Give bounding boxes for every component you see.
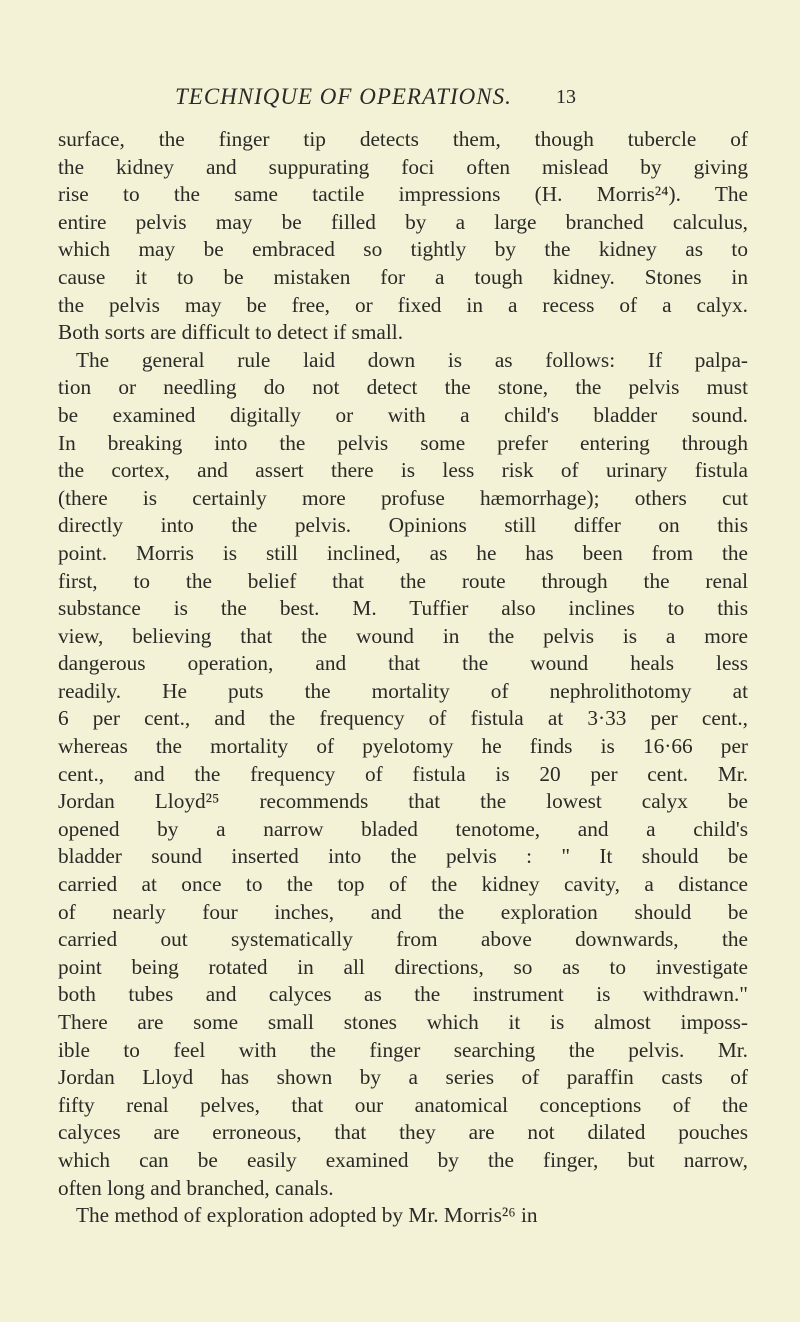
text-line: tion or needling do not detect the stone, the pelvis must [58,375,748,400]
text-line: There are some small stones which it is almost imposs- [58,1010,748,1034]
text-line: view, believing that the wound in the pelvis is a more [58,623,748,648]
text-line: the cortex, and assert there is less risk of urinary fistula [58,458,748,483]
running-head: TECHNIQUE OF OPERATIONS. [175,84,512,109]
text-line: whereas the mortality of pyelotomy he finds is 16·66 per [58,734,748,759]
text-line: entire pelvis may be filled by a large branched calculus, [58,209,748,234]
text-line: bladder sound inserted into the pelvis : " It should be [58,844,748,869]
text-line: rise to the same tactile impressions (H. Morris²⁴). The [58,182,748,207]
text-line: the pelvis may be free, or fixed in a recess of a calyx. [58,292,748,317]
text-line: often long and branched, canals. [58,1175,334,1200]
text-line: Jordan Lloyd²⁵ recommends that the lowest calyx be [58,789,748,814]
text-line: cent., and the frequency of fistula is 20 per cent. Mr. [58,761,748,786]
text-line: the kidney and suppurating foci often mislead by giving [58,154,748,179]
text-line: of nearly four inches, and the exploration should be [58,899,748,924]
text-line: (there is certainly more profuse hæmorrhage); others cut [58,485,748,510]
text-line: 6 per cent., and the frequency of fistula at 3·33 per cent., [58,706,748,731]
text-line: point. Morris is still inclined, as he has been from the [58,540,748,565]
text-line: The method of exploration adopted by Mr. Morris²⁶ in [76,1203,538,1228]
text-line: point being rotated in all directions, so as to investigate [58,954,748,979]
text-line: cause it to be mistaken for a tough kidney. Stones in [58,264,748,289]
page-number: 13 [556,86,576,108]
text-line: In breaking into the pelvis some prefer entering through [58,430,748,455]
text-line: first, to the belief that the route through the renal [58,568,748,593]
text-line: dangerous operation, and that the wound heals less [58,651,748,676]
text-line: be examined digitally or with a child's bladder sound. [58,402,748,427]
text-line: opened by a narrow bladed tenotome, and a child's [58,816,748,841]
text-line: substance is the best. M. Tuffier also inclines to this [58,596,748,621]
page-header [0,84,800,114]
text-line: Both sorts are difficult to detect if small. [58,320,404,345]
text-line: fifty renal pelves, that our anatomical conceptions of the [58,1092,748,1117]
text-line: directly into the pelvis. Opinions still differ on this [58,513,748,538]
text-line: both tubes and calyces as the instrument is withdrawn." [58,982,748,1007]
text-line: surface, the finger tip detects them, though tubercle of [58,127,748,151]
text-line: carried out systematically from above downwards, the [58,927,748,952]
body-text [58,126,748,1230]
text-line: carried at once to the top of the kidney cavity, a distance [58,872,748,897]
text-line: which can be easily examined by the finger, but narrow, [58,1147,748,1172]
text-line: Jordan Lloyd has shown by a series of paraffin casts of [58,1065,748,1090]
text-line: readily. He puts the mortality of nephrolithotomy at [58,678,748,703]
text-line: which may be embraced so tightly by the kidney as to [58,237,748,262]
text-line: calyces are erroneous, that they are not dilated pouches [58,1120,748,1145]
text-line: The general rule laid down is as follows: If palpa- [76,347,748,372]
text-line: ible to feel with the finger searching the pelvis. Mr. [58,1037,748,1062]
